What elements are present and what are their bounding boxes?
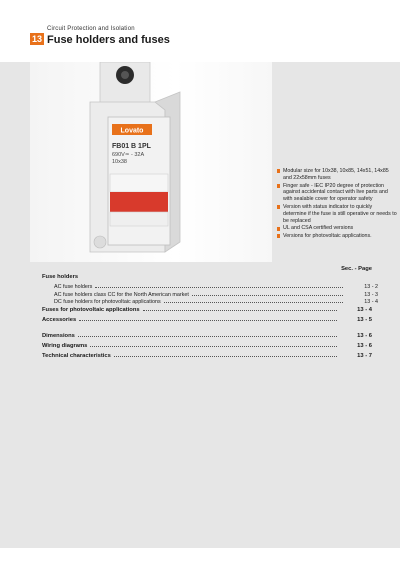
toc-entry[interactable] (42, 316, 372, 323)
product-model: FB01 B 1PL (112, 143, 151, 150)
toc-entry-label: Fuses for photovoltaic applications (42, 307, 140, 313)
toc-entry[interactable] (42, 291, 378, 298)
toc-entry-label: Technical characteristics (42, 353, 111, 359)
leader-dots (79, 316, 337, 321)
toc-entry[interactable] (42, 332, 372, 339)
toc-entry[interactable] (42, 352, 372, 359)
leader-dots (164, 298, 343, 303)
toc-entry-page: 13 - 6 (357, 343, 372, 349)
product-rating: 690V≃ - 32A (112, 152, 145, 158)
toc-entry-page: 13 - 7 (357, 353, 372, 359)
toc-entry[interactable] (42, 274, 372, 280)
feature-item: Versions for photovoltaic applications. (277, 233, 397, 240)
leader-dots (114, 352, 337, 357)
section-label: Circuit Protection and Isolation (47, 26, 135, 32)
toc-entry-page: 13 - 3 (364, 292, 378, 298)
toc-entry-page: 13 - 4 (357, 307, 372, 313)
toc-entry-label: DC fuse holders for photovoltaic applications (54, 299, 161, 305)
toc-entry[interactable] (42, 342, 372, 349)
toc-entry-label: Fuse holders (42, 274, 79, 280)
toc-entry-label: Dimensions (42, 333, 75, 339)
page-footer (0, 548, 400, 568)
feature-item: Version with status indicator to quickly determine if the fuse is still operative or needs to be replaced (277, 204, 397, 224)
status-indicator (110, 192, 168, 212)
toc-entry-page: 13 - 4 (364, 299, 378, 305)
leader-dots (90, 342, 337, 347)
toc-entry-label: AC fuse holders (54, 284, 93, 290)
leader-dots (78, 332, 337, 337)
brand-logo-text: Lovato (120, 127, 144, 135)
product-size: 10x38 (112, 159, 127, 165)
leader-dots (143, 306, 337, 311)
toc-entry-label: Accessories (42, 317, 77, 323)
leader-dots (192, 291, 343, 296)
leader-dots (95, 283, 343, 288)
feature-item: Finger safe - IEC IP20 degree of protection against accidental contact with live parts and with sealable cover for operator safety (277, 183, 397, 203)
toc-entry[interactable] (42, 283, 378, 290)
page-header (0, 0, 400, 62)
feature-list (277, 168, 397, 241)
section-number-badge: 13 (31, 34, 42, 44)
toc-entry-label: Wiring diagrams (42, 343, 88, 349)
feature-item: UL and CSA certified versions (277, 225, 397, 232)
toc-entry[interactable] (42, 306, 372, 313)
feature-item: Modular size for 10x38, 10x85, 14x51, 14x85 and 22x58mm fuses (277, 168, 397, 182)
toc-entry-page: 13 - 2 (364, 284, 378, 290)
toc-header: Sec. - Page (341, 266, 372, 272)
page-title: Fuse holders and fuses (47, 34, 170, 46)
toc-entry-label: AC fuse holders class CC for the North American market (54, 292, 189, 298)
product-photo (30, 62, 272, 262)
fuse-holder-illustration (30, 62, 272, 262)
toc-entry[interactable] (42, 298, 378, 305)
toc-entry-page: 13 - 5 (357, 317, 372, 323)
toc-entry-page: 13 - 6 (357, 333, 372, 339)
